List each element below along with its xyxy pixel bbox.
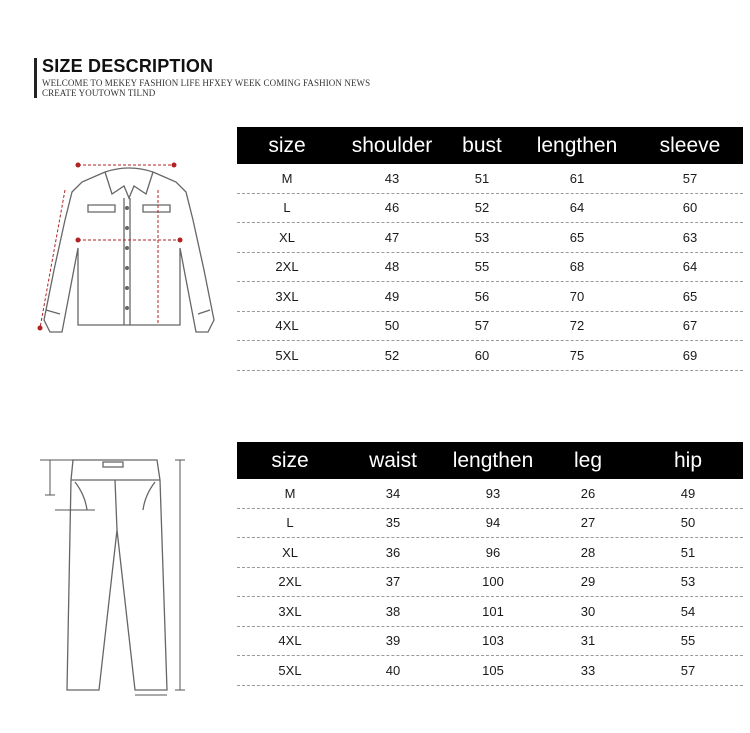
table-cell: 55 <box>680 633 696 649</box>
table-cell: 65 <box>682 288 698 304</box>
col-header-hip: hip <box>673 448 703 472</box>
table-cell: 29 <box>580 574 596 590</box>
col-header-size: size <box>271 448 309 472</box>
table-cell: 68 <box>569 259 585 275</box>
table-row <box>237 656 743 686</box>
table-cell: 33 <box>580 662 596 678</box>
table-cell: 40 <box>385 662 401 678</box>
table-cell: 34 <box>385 485 401 501</box>
table-cell: 39 <box>385 633 401 649</box>
shirt-size-table <box>237 127 743 371</box>
col-header-leg: leg <box>573 448 603 472</box>
table-cell: 103 <box>482 633 504 649</box>
header-accent-bar <box>34 58 37 98</box>
table-cell: 5XL <box>275 347 299 363</box>
table-cell: 57 <box>682 170 698 186</box>
table-cell: 46 <box>384 200 400 216</box>
table-row <box>237 568 743 598</box>
col-header-lengthen: lengthen <box>452 448 534 472</box>
table-cell: 105 <box>482 662 504 678</box>
table-cell: 57 <box>474 318 490 334</box>
table-cell: 48 <box>384 259 400 275</box>
table-cell: 28 <box>580 544 596 560</box>
table-cell: 93 <box>485 485 501 501</box>
table-cell: 70 <box>569 288 585 304</box>
table-cell: 3XL <box>275 288 299 304</box>
table-cell: XL <box>282 544 298 560</box>
table-cell: 53 <box>680 574 696 590</box>
pants-size-table <box>237 442 743 686</box>
page-subtitle-2: CREATE YOUTOWN TILND <box>42 88 156 98</box>
table-cell: 31 <box>580 633 596 649</box>
table-row <box>237 597 743 627</box>
table-row <box>237 479 743 509</box>
table-cell: 100 <box>482 574 504 590</box>
table-cell: 50 <box>384 318 400 334</box>
page-subtitle-1: WELCOME TO MEKEY FASHION LIFE HFXEY WEEK COMING FASHION NEWS <box>42 78 371 88</box>
table-row <box>237 341 743 371</box>
table-cell: 72 <box>569 318 585 334</box>
table-cell: 75 <box>569 347 585 363</box>
table-row <box>237 223 743 253</box>
table-cell: 60 <box>682 200 698 216</box>
col-header-size: size <box>268 133 306 157</box>
table-cell: 101 <box>482 603 504 619</box>
table-cell: 2XL <box>275 259 299 275</box>
table-cell: 43 <box>384 170 400 186</box>
table-cell: 36 <box>385 544 401 560</box>
table-row <box>237 627 743 657</box>
table-cell: 94 <box>485 515 501 531</box>
table-cell: 52 <box>474 200 490 216</box>
col-header-bust: bust <box>462 133 502 157</box>
table-cell: 65 <box>569 229 585 245</box>
table-cell: L <box>286 515 294 531</box>
table-cell: 50 <box>680 515 696 531</box>
table-cell: 51 <box>680 544 696 560</box>
table-cell: 53 <box>474 229 490 245</box>
table-cell: 52 <box>384 347 400 363</box>
table-cell: M <box>284 485 296 501</box>
col-header-shoulder: shoulder <box>351 133 433 157</box>
table-cell: 49 <box>680 485 696 501</box>
table-cell: 3XL <box>278 603 302 619</box>
table-cell: 96 <box>485 544 501 560</box>
table-cell: 38 <box>385 603 401 619</box>
table-cell: 54 <box>680 603 696 619</box>
table-cell: 69 <box>682 347 698 363</box>
table-cell: 37 <box>385 574 401 590</box>
pants-diagram-icon <box>25 450 195 700</box>
pants-table-body <box>237 479 743 686</box>
table-row <box>237 538 743 568</box>
table-cell: 63 <box>682 229 698 245</box>
table-cell: 56 <box>474 288 490 304</box>
table-row <box>237 164 743 194</box>
table-row <box>237 509 743 539</box>
table-row <box>237 194 743 224</box>
table-row <box>237 282 743 312</box>
table-cell: 47 <box>384 229 400 245</box>
table-row <box>237 253 743 283</box>
table-cell: 30 <box>580 603 596 619</box>
col-header-sleeve: sleeve <box>659 133 721 157</box>
table-cell: 4XL <box>278 633 302 649</box>
table-cell: 26 <box>580 485 596 501</box>
table-cell: 64 <box>569 200 585 216</box>
table-cell: 4XL <box>275 318 299 334</box>
shirt-table-header <box>237 127 743 164</box>
table-cell: L <box>283 200 291 216</box>
col-header-waist: waist <box>369 448 417 472</box>
table-cell: M <box>281 170 293 186</box>
table-cell: XL <box>279 229 295 245</box>
table-cell: 27 <box>580 515 596 531</box>
table-cell: 61 <box>569 170 585 186</box>
col-header-lengthen: lengthen <box>536 133 618 157</box>
table-cell: 57 <box>680 662 696 678</box>
table-cell: 35 <box>385 515 401 531</box>
table-cell: 67 <box>682 318 698 334</box>
table-cell: 51 <box>474 170 490 186</box>
shirt-table-body <box>237 164 743 371</box>
table-cell: 64 <box>682 259 698 275</box>
table-cell: 49 <box>384 288 400 304</box>
table-row <box>237 312 743 342</box>
pants-table-header <box>237 442 743 479</box>
table-cell: 55 <box>474 259 490 275</box>
page-title: SIZE DESCRIPTION <box>42 56 214 76</box>
table-cell: 2XL <box>278 574 302 590</box>
table-cell: 5XL <box>278 662 302 678</box>
shirt-diagram-icon <box>20 150 220 350</box>
table-cell: 60 <box>474 347 490 363</box>
